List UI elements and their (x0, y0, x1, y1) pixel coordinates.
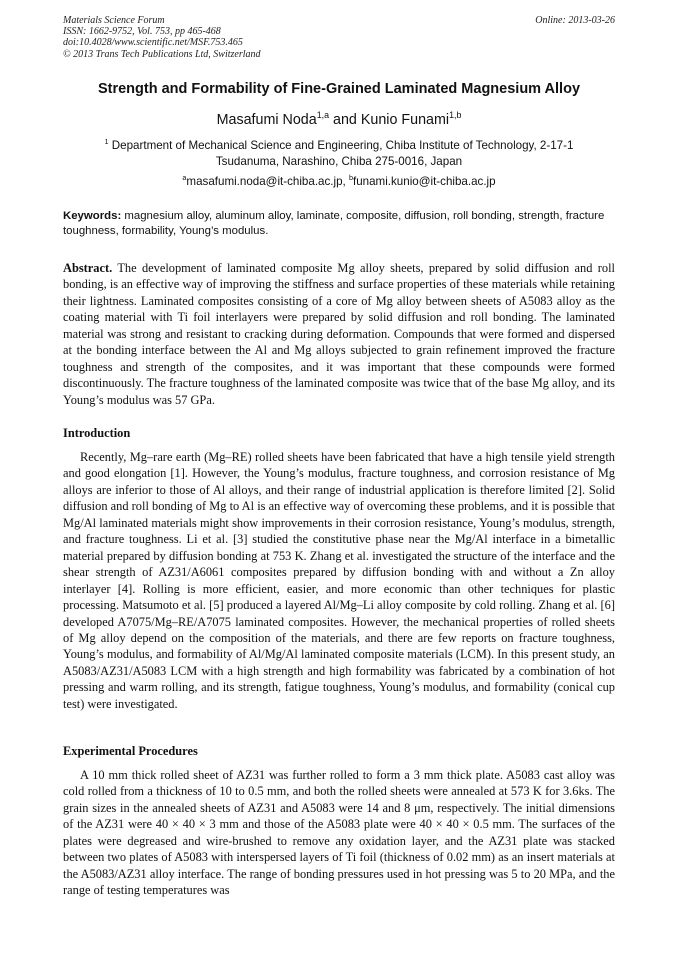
journal-header (63, 15, 261, 60)
affiliation-text: Department of Mechanical Science and Engineering, Chiba Institute of Technology, 2-17-1 (108, 139, 574, 152)
affiliation-line (60, 138, 618, 154)
author-name: Kunio Funami (360, 112, 450, 128)
author-conjunction: and (329, 112, 361, 128)
author-superscript: 1,a (316, 110, 330, 121)
abstract (63, 260, 615, 408)
affiliation (60, 138, 618, 169)
doi-line: doi:10.4028/www.scientific.net/MSF.753.465 (63, 37, 243, 49)
keywords-text: magnesium alloy, aluminum alloy, laminate, composite, diffusion, roll bonding, strength, fracture toughness, formability, Young’s modulus. (63, 210, 605, 237)
email-marker: b (348, 173, 353, 183)
section-heading-experimental: Experimental Procedures (63, 744, 198, 758)
experimental-paragraph: A 10 mm thick rolled sheet of AZ31 was further rolled to form a 3 mm thick plate. A5083 cast alloy was cold rolled from a thickness of 10 to 0.5 mm, and both the rolled sheets were annealed at 573 K for 3.6ks. The grain sizes in the annealed sheets of AZ31 and A5083 were 14 and 8 μm, respectively. The initial dimensions of the AZ31 were 40 × 40 × 3 mm and those of the A5083 plate were 40 × 40 × 0.5 mm. The surfaces of the plates were degreased and wire-brushed to remove any oxidation layer, and the AZ31 plate was stacked between two plates of A5083 with interspersed layers of Ti foil (thickness of 0.02 mm) as an insert materials at the A5083/AZ31 alloy interface. The range of bonding pressures used in hot pressing was 5 to 20 MPa, and the range of testing temperatures was (63, 768, 615, 898)
copyright-line: © 2013 Trans Tech Publications Ltd, Switzerland (63, 48, 261, 60)
email-link[interactable]: funami.kunio@it-chiba.ac.jp (352, 175, 496, 188)
section-heading-introduction: Introduction (63, 426, 131, 440)
paper-title: Strength and Formability of Fine-Grained Laminated Magnesium Alloy (97, 81, 581, 97)
online-date: Online: 2013-03-26 (535, 15, 615, 26)
affiliation-marker: 1 (104, 137, 109, 147)
issn-line: ISSN: 1662-9752, Vol. 753, pp 465-468 (63, 26, 221, 38)
author-list (40, 111, 638, 129)
affiliation-line: Tsudanuma, Narashino, Chiba 275-0016, Japan (215, 154, 463, 168)
author-superscript: 1,b (449, 110, 462, 121)
email-link[interactable]: masafumi.noda@it-chiba.ac.jp, (186, 175, 349, 188)
abstract-text: The development of laminated composite Mg alloy sheets, prepared by solid diffusion and roll bonding, is an effective way of improving the stiffness and surface properties of these materials while retaining their lightness. Laminated composites consisting of a core of Mg alloy between sheets of A5083 alloy as the coating material with Ti foil interlayers were prepared by solid diffusion and roll bonding. The laminated material was strong and resistant to cracking during deformation. Compounds that were formed and dispersed at the bonding interface between the Al and Mg alloys subjected to grain refinement improved the fracture toughness and strength of the composites, and it was important that these compounds were formed discontinuously. The fracture toughness of the laminated composite was twice that of the base Mg alloy, and its Young’s modulus was 57 GPa. (63, 261, 615, 407)
author-name: Masafumi Noda (216, 112, 317, 128)
email-marker: a (182, 173, 187, 183)
keywords-label: Keywords: (63, 210, 122, 222)
journal-name: Materials Science Forum (63, 15, 165, 26)
abstract-label: Abstract. (63, 261, 113, 275)
keywords (63, 209, 615, 239)
author-emails (40, 174, 638, 189)
introduction-paragraph: Recently, Mg–rare earth (Mg–RE) rolled sheets have been fabricated that have a high tensile yield strength and good elongation [1]. However, the Young’s modulus, fracture toughness, and corrosion resistance of Mg alloys are inferior to those of Al alloys, and their range of industrial application is therefore limited [2]. Solid diffusion and roll bonding of Mg to Al is an effective way of overcoming these problems, and it is possible that Mg/Al laminated materials might show improvements in their corrosion resistance, Young’s modulus, strength, and fracture toughness. Li et al. [3] studied the constitutive phase near the Mg/Al interface in a bimetallic material prepared by diffusion bonding at 753 K. Zhang et al. investigated the structure of the interface and the shear strength of AZ31/A6061 composites prepared by diffusion bonding with and without a Zn alloy interlayer [4]. Rolling is more efficient, easier, and more economic than other techniques for plastic processing. Matsumoto et al. [5] produced a layered Al/Mg–Li alloy composite by cold rolling. Zhang et al. [6] developed A7075/Mg–RE/A7075 laminated composites. However, the mechanical properties of rolled sheets of Mg alloy depend on the composition of the materials, and there are few reports on fracture toughness, Young’s modulus, and formability of Al/Mg/Al laminated composite materials (LCM). In this present study, an A5083/AZ31/A5083 LCM with a high strength and high formability was fabricated by a combination of hot pressing and warm rolling, and its strength, fatigue toughness, Young’s modulus, and formability (conical cup test) were investigated. (63, 450, 615, 711)
